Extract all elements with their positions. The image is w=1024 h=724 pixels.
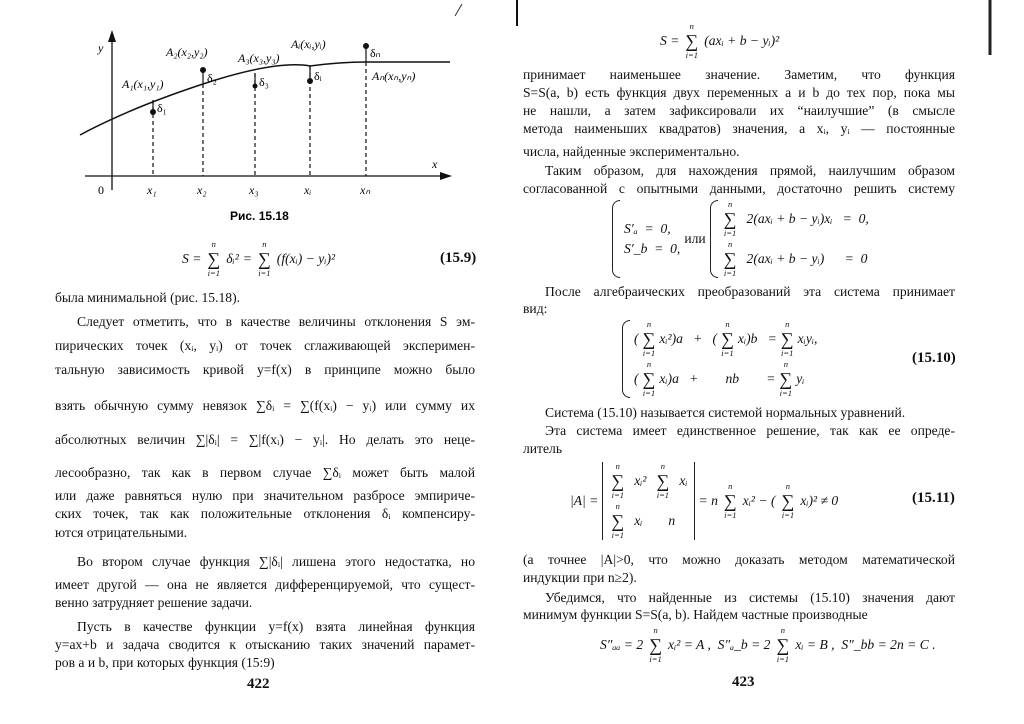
text-line: не нашли, а затем зафиксировали их “наилучшие” (в смысле xyxy=(523,103,955,118)
sum-symbol: n ∑ i=1 xyxy=(642,319,656,358)
point-label: Aₙ(xₙ,yₙ) xyxy=(372,69,416,83)
sum-symbol: n ∑ i=1 xyxy=(780,319,794,358)
text-line: После алгебраических преобразований эта система принимает xyxy=(545,284,955,299)
delta-label: δᵢ xyxy=(314,69,322,83)
text-line: S=S(a, b) есть функция двух переменных a и b до тех пор, пока мы xyxy=(523,85,955,100)
tick-label: x₃ xyxy=(249,183,259,197)
system-15-10: ( n ∑ i=1 xᵢ²)a + ( n ∑ i=1 xᵢ)b = n ∑ i=1 xᵢyᵢ, ( n ∑ i=1 xᵢ)a + nb = n ∑ i=1 yᵢ xyxy=(622,320,817,398)
sum-symbol: n ∑ i=1 xyxy=(257,239,271,278)
brace xyxy=(710,200,718,278)
text-line: Убедимся, что найденные из системы (15.10) значения дают xyxy=(545,590,955,605)
text-line: тальную зависимость кривой y=f(x) в принципе можно было xyxy=(55,362,475,377)
text-line: или даже равняться нулю при значительном разбросе эмпириче- xyxy=(55,488,475,503)
point-label: A₂(x₂,y₂) xyxy=(166,45,208,59)
formula-text: 2(axᵢ + b − yᵢ) = 0 xyxy=(746,251,868,266)
system-derivatives xyxy=(612,200,869,278)
text-line: согласованной с опытными данными, достаточно решить систему xyxy=(523,181,955,196)
page-number: 423 xyxy=(732,674,755,690)
text-line: принимает наименьшее значение. Заметим, что функция xyxy=(523,67,955,82)
formula-text: xᵢ = B , S″_bb = 2n = C . xyxy=(795,637,936,652)
text-line: Система (15.10) называется системой нормальных уравнений. xyxy=(545,405,906,420)
formula-text: 2(axᵢ + b − yᵢ)xᵢ = 0, xyxy=(746,211,869,226)
point-label: A₁(x₁,y₁) xyxy=(122,77,164,91)
text-line: индукции при n≥2). xyxy=(523,570,637,585)
sum-symbol: n ∑ i=1 xyxy=(723,199,737,238)
text-line: была минимальной (рис. 15.18). xyxy=(55,290,241,305)
x-axis-label: x xyxy=(432,157,438,171)
second-derivatives: S″ₐₐ = 2 n ∑ i=1 xᵢ² = A , S″ₐ_b = 2 n ∑ i=1 xᵢ = B , S″_bb = 2n = C . xyxy=(600,625,936,664)
text-line: пирических точек (xᵢ, yᵢ) от точек сглаживающей эксперимен- xyxy=(55,338,475,353)
formula-text: = n xyxy=(698,493,718,508)
text-line: абсолютных величин ∑|δᵢ| = ∑|f(xᵢ) − yᵢ|. Но делать это неце- xyxy=(55,432,475,447)
text-line: вид: xyxy=(523,301,548,316)
text-line: венно затрудняет решение задачи. xyxy=(55,595,253,610)
delta-label: δ₂ xyxy=(207,71,217,85)
delta-label: δₙ xyxy=(370,46,381,60)
text-line: лесообразно, так как в первом случае ∑δᵢ может быть малой xyxy=(55,465,475,480)
brace xyxy=(612,200,620,278)
determinant-15-11: |A| = n ∑ i=1 xᵢ² n ∑ i=1 xᵢ n ∑ i=1 xᵢ n = n n ∑ i=1 xᵢ² − ( n ∑ i=1 xᵢ)² ≠ 0 xyxy=(570,461,839,540)
determinant-matrix: n ∑ i=1 xᵢ² n ∑ i=1 xᵢ n ∑ i=1 xᵢ n xyxy=(602,462,694,540)
formula-text: (axᵢ + b − yᵢ)² xyxy=(704,33,780,48)
formula-text: S = xyxy=(182,251,202,266)
text-line: взять обычную сумму невязок ∑δᵢ = ∑(f(xᵢ) − yᵢ) или сумму их xyxy=(55,398,475,413)
equation-number: (15.11) xyxy=(912,490,955,506)
formula-15-9 xyxy=(182,240,335,278)
y-axis-arrow xyxy=(108,30,116,42)
text-line: минимум функции S=S(a, b). Найдем частные производные xyxy=(523,607,868,622)
text-line: ются отрицательными. xyxy=(55,525,188,540)
sum-symbol: n ∑ i=1 xyxy=(723,239,737,278)
formula-text: δᵢ² xyxy=(226,251,239,266)
text-line: Эта система имеет единственное решение, так как ее опреде- xyxy=(545,423,955,438)
text-line: Во втором случае функция ∑|δᵢ| лишена этого недостатка, но xyxy=(77,554,475,569)
point-label: A₃(x₃,y₃) xyxy=(238,51,280,65)
tick-label: x₁ xyxy=(147,183,157,197)
text-line: (а точнее |A|>0, что можно доказать методом математической xyxy=(523,552,955,567)
sum-symbol: n ∑ i=1 xyxy=(207,239,221,278)
sum-symbol: n ∑ i=1 xyxy=(685,21,699,60)
y-axis-label: y xyxy=(98,41,104,55)
formula-text: xᵢ)² ≠ 0 xyxy=(800,493,839,508)
text-line: Таким образом, для нахождения прямой, наилучшим образом xyxy=(545,163,955,178)
formula-text: S″ₐₐ = 2 xyxy=(600,637,644,652)
delta-label: δ₁ xyxy=(157,101,167,115)
text-line: Следует отметить, что в качестве величины отклонения S эм- xyxy=(77,314,475,329)
sum-symbol: n ∑ i=1 xyxy=(721,319,734,358)
tick-labels xyxy=(146,183,370,197)
figure-caption: Рис. 15.18 xyxy=(230,209,289,223)
text-line: литель xyxy=(523,441,563,456)
brace xyxy=(622,320,630,398)
point-label: Aᵢ(xᵢ,yᵢ) xyxy=(291,37,326,51)
x-axis-arrow xyxy=(440,172,452,180)
tick-label: x₂ xyxy=(197,183,207,197)
formula-text: xᵢ² − ( xyxy=(742,493,776,508)
text-line: ров a и b, при которых функция (15:9) xyxy=(55,655,275,670)
tick-label: xᵢ xyxy=(304,183,312,197)
formula-text: = xyxy=(242,251,252,266)
text-line: Пусть в качестве функции y=f(x) взята линейная функция xyxy=(77,619,475,634)
text-line: y=ax+b и задача сводится к отысканию таких значений парамет- xyxy=(55,637,475,652)
tick-label: xₙ xyxy=(360,183,371,197)
formula-text: S = xyxy=(660,33,680,48)
equation-number: (15.9) xyxy=(440,250,477,266)
text-line: ских точек, так как положительные отклонения δᵢ компенсиру- xyxy=(55,506,475,521)
formula-text: или xyxy=(684,231,706,246)
formula-text: (f(xᵢ) − yᵢ)² xyxy=(276,251,336,266)
page-number: 422 xyxy=(247,676,270,692)
sum-symbol: n ∑ i=1 xyxy=(642,359,656,398)
formula-text: S′_b = 0, xyxy=(624,241,681,256)
formula-text: S′ₐ = 0, xyxy=(624,221,671,236)
delta-label: δ₃ xyxy=(259,75,269,89)
formula-s xyxy=(660,22,779,60)
text-line: метода наименьших квадратов) значения, а xᵢ, yᵢ — постоянные xyxy=(523,121,955,136)
text-line: имеет другой — она не является дифференцируемой, что сущест- xyxy=(55,577,475,592)
formula-text: |A| = xyxy=(570,493,599,508)
figure-15-18 xyxy=(0,0,500,230)
text-line: числа, найденные экспериментально. xyxy=(523,144,740,159)
sum-symbol: n ∑ i=1 xyxy=(779,359,793,398)
origin-label: 0 xyxy=(98,183,104,197)
equation-number: (15.10) xyxy=(912,350,956,366)
formula-text: xᵢ² = A , S″ₐ_b = 2 xyxy=(668,637,771,652)
